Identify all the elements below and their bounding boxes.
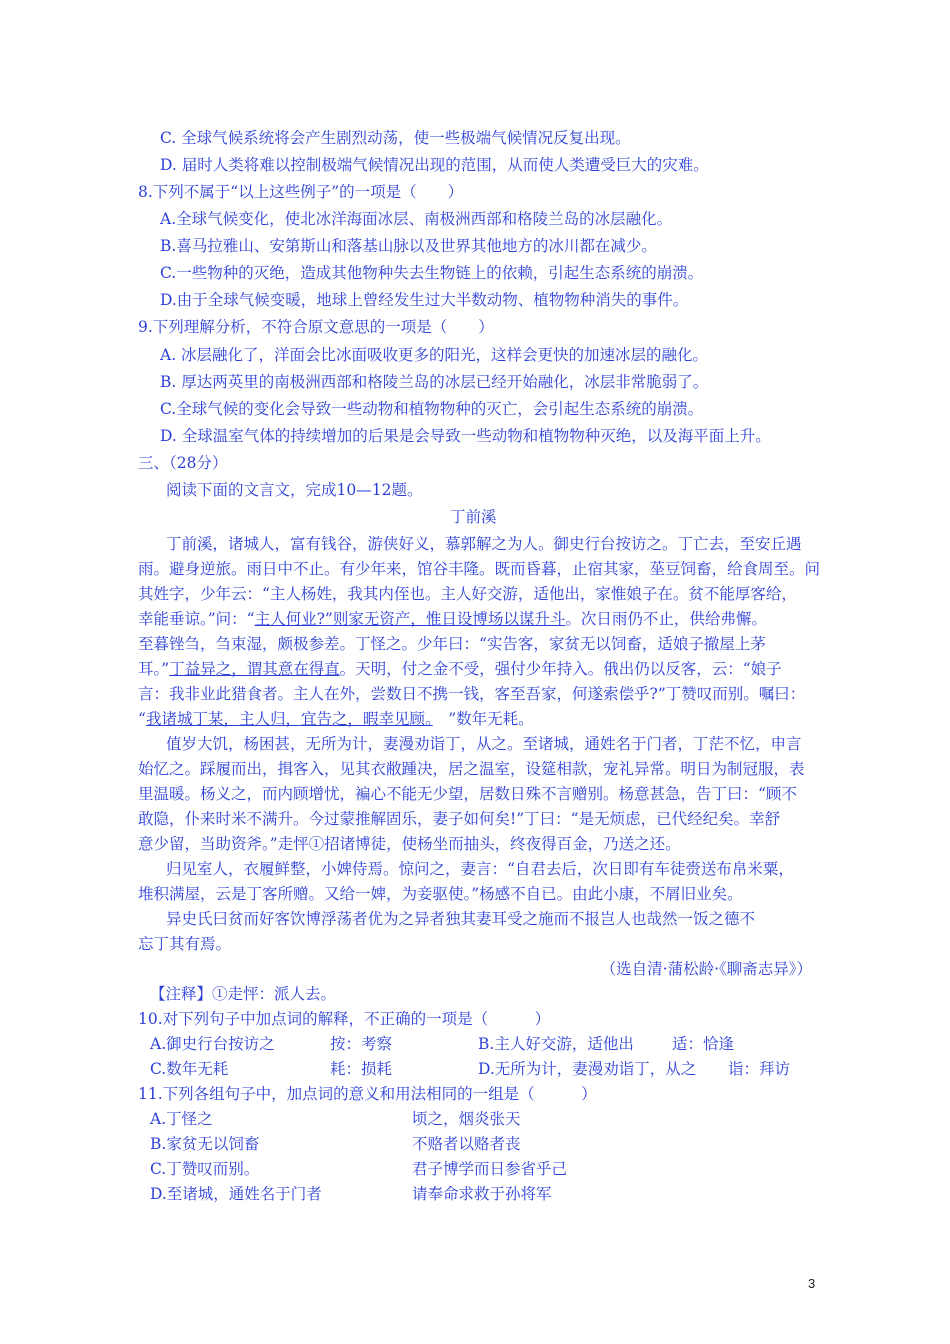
passage-source: （选自清·蒲松龄·《聊斋志异》） [600, 960, 812, 978]
q8-option-a: A.全球气候变化，使北冰洋海面冰层、南极洲西部和格陵兰岛的冰层融化。 [160, 210, 673, 228]
passage-line: 敢隐，仆来时米不满升。今过蒙推解固乐，妻子如何矣!”丁曰：“是无烦虑，已代经纪矣。幸舒 [138, 810, 781, 828]
q7-option-d: D. 届时人类将难以控制极端气候情况出现的范围，从而使人类遭受巨大的灾难。 [160, 156, 709, 174]
text-span: 。天明，付之金不受，强付少年持入。俄出仍以反客，云：“娘子 [339, 660, 782, 678]
passage-line: 异史氏曰贫而好客饮博浮荡者优为之异者独其妻耳受之施而不报岂人也哉然一饭之德不 [166, 910, 756, 928]
passage-line [138, 658, 782, 680]
q11-option-a: A.丁怪之 [150, 1110, 213, 1128]
q9-option-a: A. 冰层融化了，洋面会比冰面吸收更多的阳光，这样会更快的加速冰层的融化。 [160, 346, 709, 364]
page-number: 3 [808, 1276, 816, 1291]
text-span: 。次日雨仍不止，供给弗懈。 [565, 610, 767, 628]
passage-line: 其姓字，少年云：“主人杨姓，我其内侄也。主人好交游，适他出，家惟娘子在。贫不能厚客给， [138, 585, 797, 603]
q11-option-b-pair: 不赂者以赂者丧 [412, 1135, 521, 1153]
passage-line: 意少留，当助资斧。”走怦①招诸博徒，使杨坐而抽头，终夜得百金，乃送之还。 [138, 835, 681, 853]
underlined-sentence: 丁益异之，谓其意在得直 [169, 660, 340, 678]
text-span: 耳。” [138, 660, 170, 678]
q10-option-c-gloss: 耗：损耗 [330, 1060, 393, 1078]
q11-option-c: C.丁赞叹而别。 [150, 1160, 260, 1178]
passage-line [138, 608, 767, 630]
q10-option-a-gloss: 按：考察 [330, 1035, 393, 1053]
passage-line: 丁前溪，诸城人，富有钱谷，游侠好义，慕郭解之为人。御史行台按访之。丁亡去，至安丘遇 [166, 535, 802, 553]
passage-line: 里温暖。杨义之，而内顾增忧，褊心不能无少望，居数日殊不言赠别。杨意甚急，告丁曰：“顾不 [138, 785, 797, 803]
underlined-sentence: 主人何业?”则家无资产，惟日设博场以谋升斗 [254, 610, 566, 628]
passage-line: 归见室人，衣履鲜整，小婢侍焉。惊问之，妻言：“自君去后，次日即有车徒赍送布帛米粟， [166, 860, 794, 878]
q9-option-b: B. 厚达两英里的南极洲西部和格陵兰岛的冰层已经开始融化，冰层非常脆弱了。 [160, 373, 709, 391]
q8-option-c: C.一些物种的灭绝，造成其他物种失去生物链上的依赖，引起生态系统的崩溃。 [160, 264, 704, 282]
text-span: “ [138, 710, 146, 728]
q10-option-b: B.主人好交游，适他出 [478, 1035, 634, 1053]
q10-option-d-gloss: 诣：拜访 [728, 1060, 791, 1078]
passage-line: 忘丁其有焉。 [138, 935, 232, 953]
text-span: 幸能垂谅。”问：“ [138, 610, 255, 628]
passage-line: 值岁大饥，杨困甚，无所为计，妻漫劝诣丁，从之。至诸城，通姓名于门者，丁茫不忆，申言 [166, 735, 802, 753]
passage-line: 雨。避身逆旅。雨日中不止。有少年来，馆谷丰隆。既而昏暮，止宿其家，莝豆饲畜，给食周至。问 [138, 560, 821, 578]
q8-option-d: D.由于全球气候变暖，地球上曾经发生过大半数动物、植物物种消失的事件。 [160, 291, 689, 309]
section-heading: 三、（28分） [138, 454, 228, 472]
text-span: ”数年无耗。 [432, 710, 534, 728]
underlined-sentence: 我诸城丁某，主人归，宜告之，暇幸见顾。 [145, 710, 433, 728]
q11-option-c-pair: 君子博学而日参省乎己 [412, 1160, 568, 1178]
q9-option-d: D. 全球温室气体的持续增加的后果是会导致一些动物和植物物种灭绝，以及海平面上升。 [160, 427, 771, 445]
passage-note: 【注释】①走怦：派人去。 [150, 985, 337, 1003]
q7-option-c: C. 全球气候系统将会产生剧烈动荡，使一些极端气候情况反复出现。 [160, 129, 631, 147]
q11-option-d-pair: 请奉命求救于孙将军 [412, 1185, 552, 1203]
q11-stem: 11.下列各组句子中，加点词的意义和用法相同的一组是（ ） [138, 1085, 597, 1103]
q9-stem: 9.下列理解分析，不符合原文意思的一项是（ ） [138, 318, 494, 336]
q10-option-c: C.数年无耗 [150, 1060, 229, 1078]
q9-option-c: C.全球气候的变化会导致一些动物和植物物种的灭亡，会引起生态系统的崩溃。 [160, 400, 704, 418]
passage-line: 堆积满屋，云是丁客所赠。又给一婢，为妾驱使。”杨感不自已。由此小康，不屑旧业矣。 [138, 885, 743, 903]
q11-option-d: D.至诸城，通姓名于门者 [150, 1185, 322, 1203]
q8-stem: 8.下列不属于“以上这些例子”的一项是（ ） [138, 183, 464, 201]
q11-option-b: B.家贫无以饲畜 [150, 1135, 260, 1153]
passage-line: 至暮锉刍，刍束湿，颇极参差。丁怪之。少年曰：“实告客，家贫无以饲畜，适娘子撤屋上茅 [138, 635, 766, 653]
passage-line [138, 708, 534, 730]
passage-title: 丁前溪 [450, 508, 497, 526]
q10-stem: 10.对下列句子中加点词的解释，不正确的一项是（ ） [138, 1010, 551, 1028]
passage-line: 始忆之。踩履而出，揖客入，见其衣敝踵决，居之温室，设筵相款，宠礼异常。明日为制冠服，表 [138, 760, 805, 778]
passage-line: 言：我非业此猎食者。主人在外，尝数日不携一钱，客至吾家，何遂索偿乎?”丁赞叹而别。嘱曰： [138, 685, 806, 703]
q10-option-d: D.无所为计，妻漫劝诣丁，从之 [478, 1060, 697, 1078]
q10-option-a: A.御史行台按访之 [150, 1035, 275, 1053]
q10-option-b-gloss: 适：恰逢 [672, 1035, 735, 1053]
q8-option-b: B.喜马拉雅山、安第斯山和落基山脉以及世界其他地方的冰川都在减少。 [160, 237, 657, 255]
reading-instruction: 阅读下面的文言文，完成10—12题。 [166, 481, 423, 499]
q11-option-a-pair: 顷之，烟炎张天 [412, 1110, 521, 1128]
